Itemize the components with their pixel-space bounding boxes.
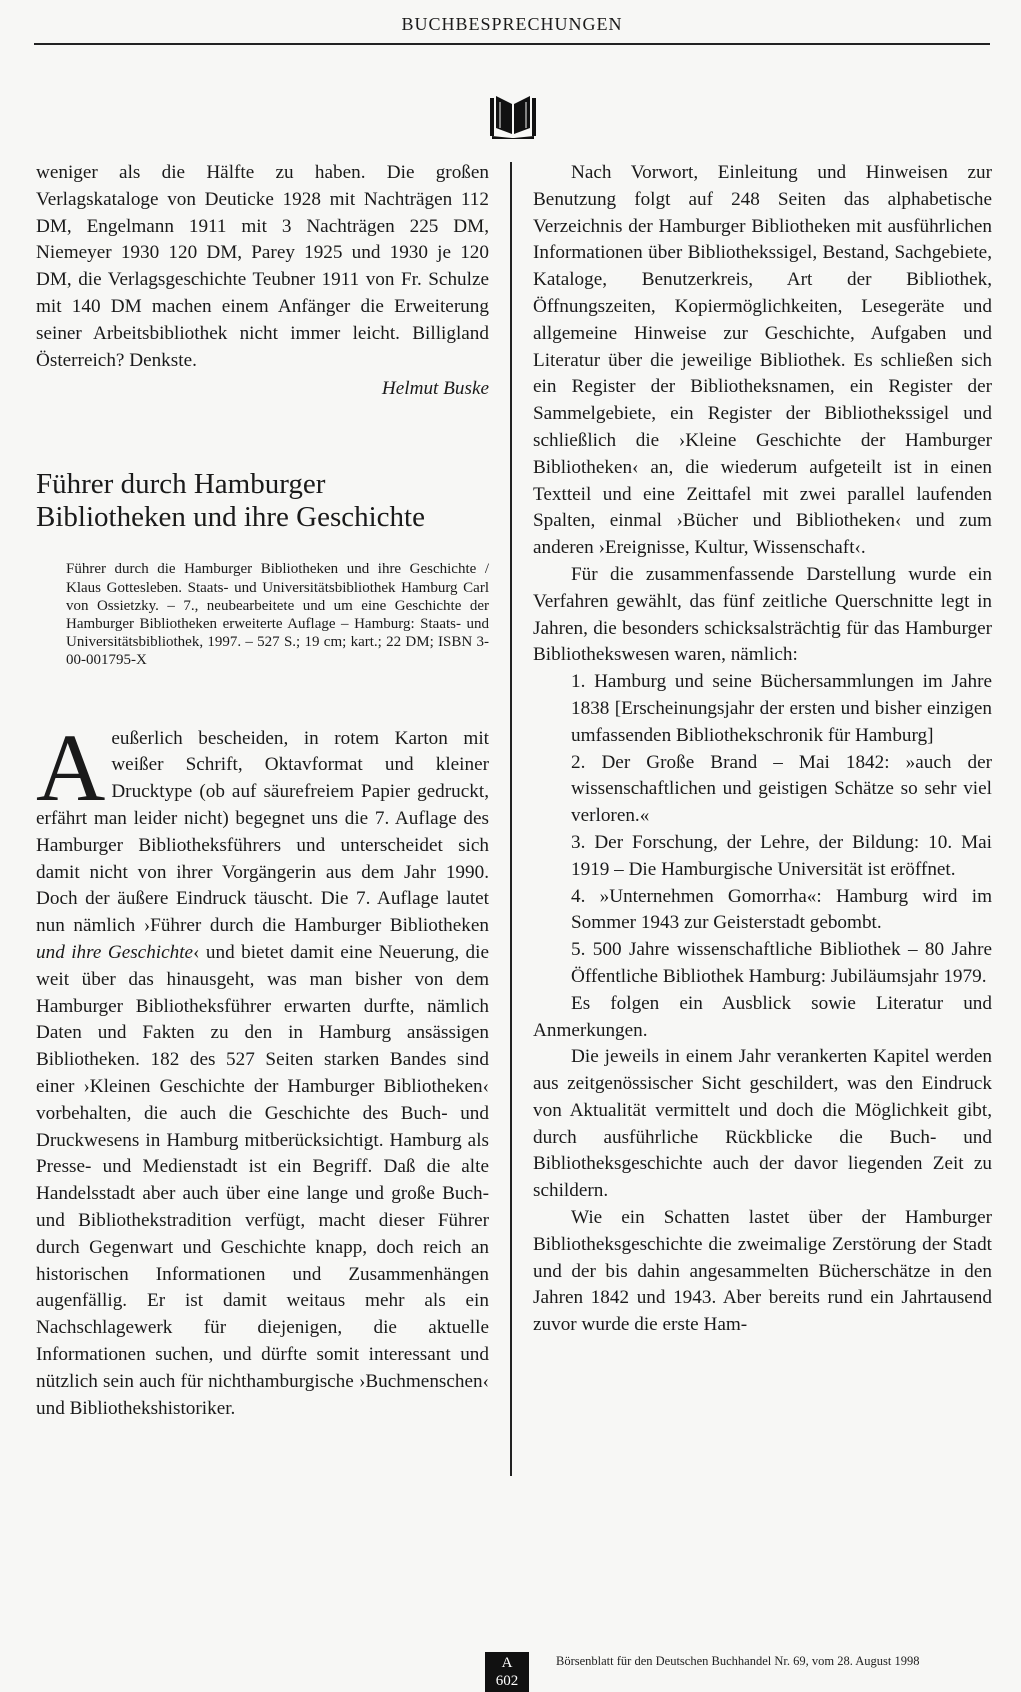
open-book-icon	[488, 94, 538, 140]
page-header: BUCHBESPRECHUNGEN	[34, 14, 990, 45]
article-paragraph-4: Es folgen ein Ausblick sowie Literatur und Anmerkungen.	[533, 992, 992, 1041]
list-item-3: 3. Der Forschung, der Lehre, der Bildung: 10. Mai 1919 – Die Hamburgische Universität ist eröffnet.	[571, 831, 992, 880]
drop-cap: A	[36, 713, 106, 821]
list-item-2: 2. Der Große Brand – Mai 1842: »auch der wissenschaftlichen und geistigen Schätze so sehr viel verloren.«	[571, 751, 992, 827]
page-number-badge	[485, 1652, 529, 1692]
article-title-line2: Bibliotheken und ihre Geschichte	[36, 501, 425, 534]
previous-review-text: weniger als die Hälfte zu haben. Die großen Verlagskataloge von Deuticke 1928 mit Nachträgen 112 DM, Engelmann 1911 mit 3 Nachträgen 225 DM, Niemeyer 1930 120 DM, Parey 1925 und 1930 je 120 DM, die Verlagsgeschichte Teubner 1911 von Fr. Schulze mit 140 DM machen einem Anfänger die Erweiterung seiner Arbeitsbibliothek nicht immer leicht. Billigland Österreich? Denkste.	[36, 162, 489, 371]
right-column	[533, 160, 992, 1339]
list-item-5: 5. 500 Jahre wissenschaftliche Bibliothek – 80 Jahre Öffentliche Bibliothek Hamburg: Jubiläumsjahr 1979.	[571, 939, 992, 987]
article-paragraph-6: Wie ein Schatten lastet über der Hamburger Bibliotheksgeschichte die zweimalige Zerstörung der Stadt und der bis dahin angesammelten Bücherschätze in den Jahren 1842 und 1943. Aber bereits rund ein Jahrtausend zuvor wurde die erste Ham-	[533, 1207, 992, 1336]
article-title	[36, 468, 489, 534]
article-paragraph-1-end: ‹ und bietet damit eine Neuerung, die weit über das hinausgeht, was man bisher von dem Hamburger Bibliotheksführer erwarten durfte, nämlich Daten und Fakten zu den in Hamburg ansässigen Bibliotheken. 182 des 527 Seiten starken Bandes sind einer ›Kleinen Geschichte der Hamburger Bibliotheken‹ vorbehalten, die auch die Geschichte des Buch- und Druckwesens in Hamburg mitberücksichtigt. Hamburg als Presse- und Medienstadt ist ein Begriff. Daß die alte Handelsstadt aber auch über eine lange und große Buch- und Bibliothekstradition verfügt, macht dieser Führer durch Gegenwart und Geschichte knapp, doch reich an historischen Informationen und Zusammenhängen augenfällig. Er ist damit weitaus mehr als ein Nachschlagewerk für diejenigen, die aktuelle Informationen suchen, und dürfte somit interessant und nützlich sein auch für nichthamburgische ›Buchmenschen‹ und Bibliothekshistoriker.	[36, 941, 489, 1419]
article-paragraph-3: Für die zusammenfassende Darstellung wurde ein Verfahren gewählt, das fünf zeitliche Querschnitte legt in Jahren, die besonders schicksalsträchtig für das Hamburger Bibliothekswesen waren, nämlich:	[533, 563, 992, 666]
article-paragraph-1	[36, 713, 489, 1423]
article-paragraph-1-emphasis: und ihre Geschichte	[36, 941, 194, 963]
page-letter: A	[501, 1655, 513, 1671]
article-title-line1: Führer durch Hamburger	[36, 468, 326, 501]
left-column	[36, 160, 489, 1422]
article-paragraph-1-start: eußerlich bescheiden, in rotem Karton mit weißer Schrift, Oktavformat und kleiner Drucktype (ob auf säurefreiem Papier gedruckt, erfährt man leider nicht) begegnet uns die 7. Auflage des Hamburger Bibliotheksführers und unterscheidet sich damit nicht von ihrer Vorgängerin aus dem Jahr 1990. Doch der äußere Eindruck täuscht. Die 7. Auflage lautet nun nämlich ›Führer durch die Hamburger Bibliotheken	[36, 727, 489, 937]
article-paragraph-5: Die jeweils in einem Jahr verankerten Kapitel werden aus zeitgenössischer Sicht geschildert, was den Eindruck von Aktualität vermittelt und doch die Möglichkeit gibt, durch ausführliche Rückblicke die Buch- und Bibliotheksgeschichte auch der davor liegenden Zeit zu schildern.	[533, 1046, 992, 1202]
column-divider	[510, 162, 512, 1476]
publication-footer: Börsenblatt für den Deutschen Buchhandel Nr. 69, vom 28. August 1998	[556, 1654, 920, 1668]
list-item-4: 4. »Unternehmen Gomorrha«: Hamburg wird im Sommer 1943 zur Geisterstadt gebombt.	[571, 885, 992, 934]
page-number: 602	[495, 1673, 519, 1689]
list-item-1: 1. Hamburg und seine Büchersammlungen im Jahre 1838 [Erscheinungsjahr der ersten und bisher einzigen umfassenden Bibliothekschronik für Hamburg]	[571, 671, 992, 746]
article-paragraph-2: Nach Vorwort, Einleitung und Hinweisen zur Benutzung folgt auf 248 Seiten das alphabetische Verzeichnis der Hamburger Bibliotheken mit ausführlichen Informationen über Bibliothekssigel, Bestand, Sachgebiete, Kataloge, Benutzerkreis, Art der Bibliothek, Öffnungszeiten, Kopiermöglichkeiten, Lesegeräte und allgemeine Hinweise zur Geschichte, Aufgaben und Literatur über die jeweilige Bibliothek. Es schließen sich ein Register der Bibliotheksnamen, ein Register der Sammelgebiete, ein Register der Bibliothekssigel und schließlich die ›Kleine Geschichte der Hamburger Bibliotheken‹ an, die wiederum aufgeteilt ist in einen Textteil und eine Zeittafel mit zwei parallel laufenden Spalten, einmal ›Bücher und Bibliotheken‹ und zum anderen ›Ereignisse, Kultur, Wissenschaft‹.	[533, 162, 992, 559]
previous-review-author: Helmut Buske	[381, 378, 489, 400]
bibliographic-entry: Führer durch die Hamburger Bibliotheken und ihre Geschichte / Klaus Gottesleben. Staats- und Universitätsbibliothek Hamburg Carl von Ossietzky. – 7., neubearbeitete und um eine Geschichte der Hamburger Bibliotheken erweiterte Auflage – Hamburg: Staats- und Universitätsbibliothek, 1997. – 527 S.; 19 cm; kart.; 22 DM; ISBN 3-00-001795-X	[66, 561, 489, 669]
